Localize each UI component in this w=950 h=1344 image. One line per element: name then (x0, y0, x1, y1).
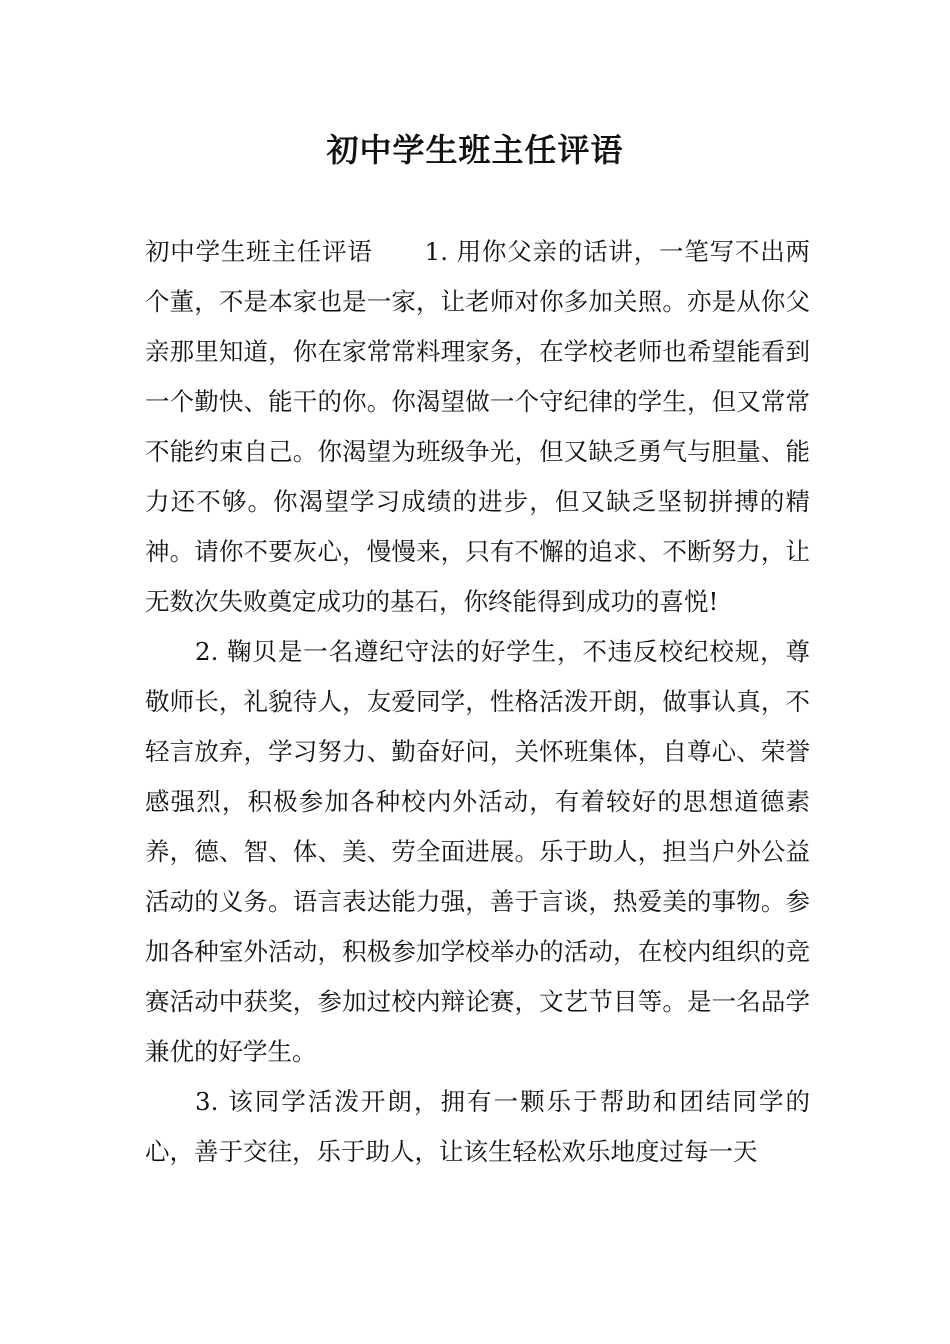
document-body (145, 227, 810, 1177)
page-title: 初中学生班主任评语 (326, 131, 624, 169)
paragraph-1 (145, 227, 810, 627)
paragraph-2: 2. 鞠贝是一名遵纪守法的好学生，不违反校纪校规，尊敬师长，礼貌待人，友爱同学，性格活泼开朗，做事认真，不轻言放弃，学习努力、勤奋好问，关怀班集体，自尊心、荣誉感强烈，积极参加各种校内外活动，有着较好的思想道德素养，德、智、体、美、劳全面进展。乐于助人，担当户外公益活动的义务。语言表达能力强，善于言谈，热爱美的事物。参加各种室外活动，积极参加学校举办的活动，在校内组织的竞赛活动中获奖，参加过校内辩论赛，文艺节目等。是一名品学兼优的好学生。 (145, 637, 810, 1066)
paragraph-3: 3. 该同学活泼开朗，拥有一颗乐于帮助和团结同学的心，善于交往，乐于助人，让该生轻松欢乐地度过每一天 (145, 1087, 810, 1166)
paragraph-1-text: 1. 用你父亲的话讲，一笔写不出两个董，不是本家也是一家，让老师对你多加关照。亦是从你父亲那里知道，你在家常常料理家务，在学校老师也希望能看到一个勤快、能干的你。你渴望做一个守纪律的学生，但又常常不能约束自己。你渴望为班级争光，但又缺乏勇气与胆量、能力还不够。你渴望学习成绩的进步，但又缺乏坚韧拼搏的精神。请你不要灰心，慢慢来，只有不懈的追求、不断努力，让无数次失败奠定成功的基石，你终能得到成功的喜悦! (145, 237, 810, 616)
intro-heading: 初中学生班主任评语 (145, 237, 373, 266)
